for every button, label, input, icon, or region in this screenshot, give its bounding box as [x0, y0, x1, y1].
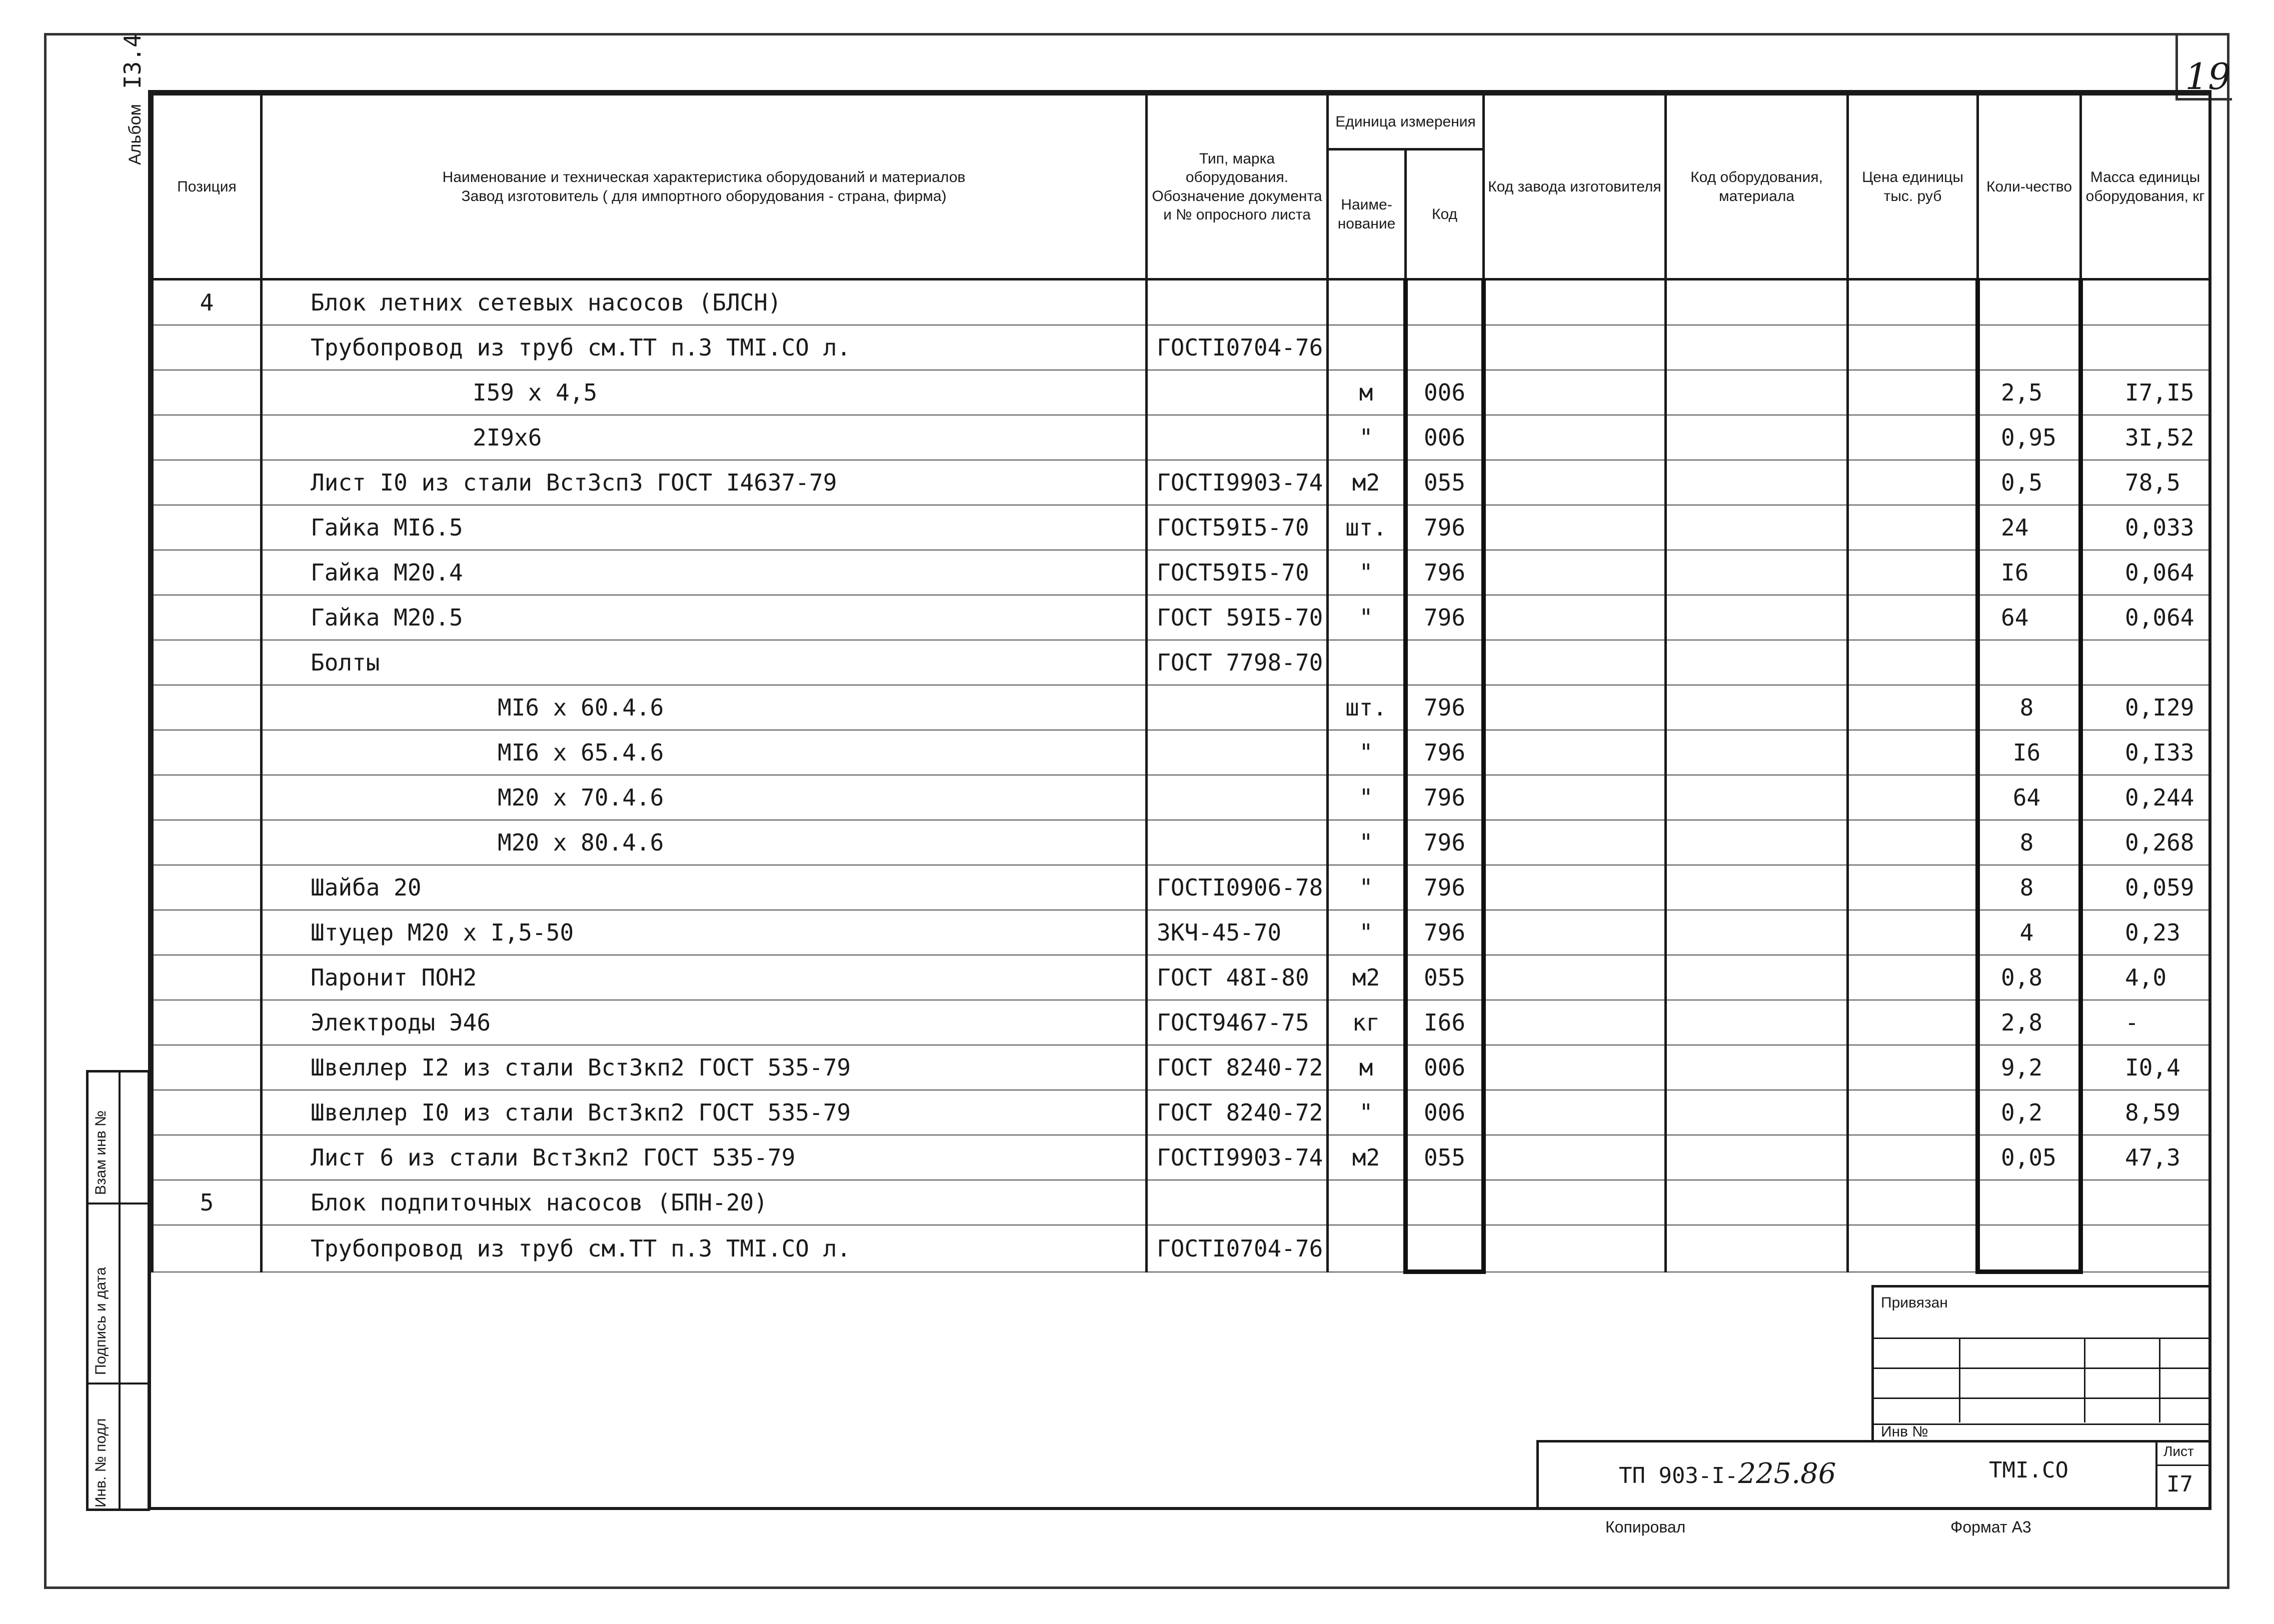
cell-pos: 5: [153, 1180, 262, 1225]
cell-doc: ЗКЧ-45-70: [1147, 910, 1328, 955]
cell-price: [1848, 370, 1978, 415]
table-row: [153, 1045, 2210, 1090]
cell-qty: 0,2: [1978, 1090, 2081, 1135]
cell-doc: [1147, 820, 1328, 865]
cell-price: [1848, 1090, 1978, 1135]
cell-code: 006: [1406, 370, 1484, 415]
cell-mass: 47,3: [2081, 1135, 2210, 1180]
cell-equipment-code: [1666, 1225, 1848, 1272]
table-row: [153, 1135, 2210, 1180]
cell-qty: [1978, 1180, 2081, 1225]
table-row: [153, 505, 2210, 550]
cell-doc: ГОСТ 59I5-70: [1147, 595, 1328, 640]
cell-mass: 0,064: [2081, 595, 2210, 640]
cell-code: 796: [1406, 550, 1484, 595]
cell-mass: [2081, 1180, 2210, 1225]
cell-pos: [153, 1045, 262, 1090]
cell-mass: 3I,52: [2081, 415, 2210, 460]
cell-doc: ГОСТ 48I-80: [1147, 955, 1328, 1000]
cell-unit: м: [1328, 370, 1406, 415]
side-stamp-signature-date: Подпись и дата: [93, 1267, 109, 1375]
cell-pos: [153, 640, 262, 685]
cell-doc: ГОСТI9903-74: [1147, 460, 1328, 505]
cell-equipment-code: [1666, 415, 1848, 460]
table-row: [153, 325, 2210, 370]
cell-unit: ": [1328, 415, 1406, 460]
cell-pos: [153, 865, 262, 910]
cell-price: [1848, 685, 1978, 730]
cell-doc: ГОСТI0704-76: [1147, 325, 1328, 370]
header-name-line1: Наименование и техническая характеристика оборудований и материалов: [442, 169, 966, 186]
sheet-label: Лист: [2163, 1444, 2194, 1459]
header-quantity: Коли-чество: [1978, 94, 2081, 280]
cell-mass: [2081, 1225, 2210, 1272]
cell-unit: ": [1328, 595, 1406, 640]
footer-copied: Копировал: [1605, 1518, 1686, 1536]
header-plant-code: Код завода изготовителя: [1484, 94, 1666, 280]
cell-plant-code: [1484, 370, 1666, 415]
cell-equipment-code: [1666, 1180, 1848, 1225]
cell-doc: [1147, 685, 1328, 730]
cell-unit: [1328, 325, 1406, 370]
cell-equipment-code: [1666, 595, 1848, 640]
cell-plant-code: [1484, 685, 1666, 730]
cell-equipment-code: [1666, 640, 1848, 685]
cell-doc: ГОСТ9467-75: [1147, 1000, 1328, 1045]
cell-qty: 0,05: [1978, 1135, 2081, 1180]
stamp-linked-label: Привязан: [1881, 1294, 1948, 1311]
table-header: [153, 94, 2210, 280]
cell-doc: [1147, 370, 1328, 415]
cell-unit: м2: [1328, 1135, 1406, 1180]
cell-unit: шт.: [1328, 505, 1406, 550]
cell-plant-code: [1484, 955, 1666, 1000]
cell-pos: [153, 685, 262, 730]
cell-qty: 0,95: [1978, 415, 2081, 460]
cell-unit: ": [1328, 775, 1406, 820]
cell-code: 796: [1406, 910, 1484, 955]
cell-unit: ": [1328, 1090, 1406, 1135]
cell-doc: [1147, 730, 1328, 775]
cell-doc: [1147, 775, 1328, 820]
cell-qty: 2,8: [1978, 1000, 2081, 1045]
cell-equipment-code: [1666, 955, 1848, 1000]
cell-name: Трубопровод из труб см.ТТ п.3 ТМI.СО л.: [262, 325, 1147, 370]
cell-mass: 8,59: [2081, 1090, 2210, 1135]
cell-mass: 4,0: [2081, 955, 2210, 1000]
table-row: [153, 370, 2210, 415]
cell-code: 796: [1406, 505, 1484, 550]
cell-mass: 0,244: [2081, 775, 2210, 820]
cell-equipment-code: [1666, 550, 1848, 595]
title-block: [1536, 1440, 2211, 1510]
album-label: [119, 34, 146, 165]
cell-unit: м: [1328, 1045, 1406, 1090]
cell-equipment-code: [1666, 775, 1848, 820]
cell-name: I59 х 4,5: [262, 370, 1147, 415]
cell-name: Швеллер I0 из стали ВстЗкп2 ГОСТ 535-79: [262, 1090, 1147, 1135]
cell-doc: [1147, 1180, 1328, 1225]
cell-qty: 2,5: [1978, 370, 2081, 415]
cell-price: [1848, 505, 1978, 550]
cell-name: М20 х 80.4.6: [262, 820, 1147, 865]
cell-pos: [153, 505, 262, 550]
cell-price: [1848, 910, 1978, 955]
cell-pos: [153, 325, 262, 370]
cell-pos: [153, 370, 262, 415]
cell-qty: I6: [1978, 550, 2081, 595]
cell-doc: ГОСТ 7798-70: [1147, 640, 1328, 685]
cell-qty: 8: [1978, 685, 2081, 730]
cell-unit: м2: [1328, 955, 1406, 1000]
cell-pos: [153, 1135, 262, 1180]
side-stamp-replace-inv: Взам инв №: [93, 1110, 109, 1195]
cell-equipment-code: [1666, 910, 1848, 955]
sheet-box: [2155, 1442, 2211, 1508]
cell-equipment-code: [1666, 685, 1848, 730]
cell-doc: ГОСТ59I5-70: [1147, 550, 1328, 595]
cell-pos: [153, 730, 262, 775]
cell-name: Лист 6 из стали ВстЗкп2 ГОСТ 535-79: [262, 1135, 1147, 1180]
cell-doc: ГОСТ 8240-72: [1147, 1090, 1328, 1135]
cell-price: [1848, 955, 1978, 1000]
cell-price: [1848, 775, 1978, 820]
cell-mass: [2081, 640, 2210, 685]
cell-equipment-code: [1666, 1045, 1848, 1090]
cell-equipment-code: [1666, 505, 1848, 550]
cell-name: МI6 х 65.4.6: [262, 730, 1147, 775]
cell-unit: [1328, 1180, 1406, 1225]
cell-doc: ГОСТI0906-78: [1147, 865, 1328, 910]
cell-qty: [1978, 280, 2081, 326]
cell-equipment-code: [1666, 1135, 1848, 1180]
cell-pos: [153, 550, 262, 595]
cell-equipment-code: [1666, 370, 1848, 415]
cell-price: [1848, 820, 1978, 865]
cell-mass: 0,23: [2081, 910, 2210, 955]
table-row: [153, 640, 2210, 685]
cell-plant-code: [1484, 1135, 1666, 1180]
cell-price: [1848, 550, 1978, 595]
header-name-line2: Завод изготовитель ( для импортного оборудования - страна, фирма): [461, 188, 947, 204]
doc-code-prefix: ТП 903-I-: [1619, 1463, 1738, 1488]
header-position: Позиция: [153, 94, 262, 280]
header-name: [262, 94, 1147, 280]
side-stamp: [86, 1070, 150, 1511]
table-row: [153, 1090, 2210, 1135]
cell-mass: 0,064: [2081, 550, 2210, 595]
approval-stamp: [1871, 1285, 2211, 1440]
cell-equipment-code: [1666, 820, 1848, 865]
cell-qty: 24: [1978, 505, 2081, 550]
cell-plant-code: [1484, 1180, 1666, 1225]
cell-price: [1848, 1045, 1978, 1090]
cell-price: [1848, 730, 1978, 775]
cell-qty: I6: [1978, 730, 2081, 775]
cell-equipment-code: [1666, 325, 1848, 370]
table-row: [153, 865, 2210, 910]
cell-unit: [1328, 640, 1406, 685]
cell-code: 006: [1406, 1045, 1484, 1090]
cell-price: [1848, 640, 1978, 685]
cell-doc: ГОСТ 8240-72: [1147, 1045, 1328, 1090]
header-unit-group: Единица измерения: [1328, 94, 1484, 150]
cell-pos: [153, 1225, 262, 1272]
table-row: [153, 730, 2210, 775]
album-number: I3.4: [119, 34, 146, 89]
cell-plant-code: [1484, 730, 1666, 775]
cell-code: 006: [1406, 415, 1484, 460]
page-number: 19: [2185, 56, 2231, 98]
footer-format: Формат А3: [1950, 1518, 2031, 1536]
cell-qty: [1978, 325, 2081, 370]
cell-qty: 0,8: [1978, 955, 2081, 1000]
cell-name: Трубопровод из труб см.ТТ п.3 ТМI.СО л.: [262, 1225, 1147, 1272]
header-equipment-code: Код оборудования, материала: [1666, 94, 1848, 280]
cell-mass: 0,033: [2081, 505, 2210, 550]
cell-unit: шт.: [1328, 685, 1406, 730]
album-label-text: Альбом: [126, 104, 145, 165]
cell-mass: 0,268: [2081, 820, 2210, 865]
cell-mass: [2081, 325, 2210, 370]
cell-plant-code: [1484, 460, 1666, 505]
cell-plant-code: [1484, 550, 1666, 595]
table-row: [153, 685, 2210, 730]
cell-name: Электроды Э46: [262, 1000, 1147, 1045]
cell-qty: 8: [1978, 820, 2081, 865]
cell-price: [1848, 1000, 1978, 1045]
header-unit-code: Код: [1406, 150, 1484, 280]
cell-plant-code: [1484, 640, 1666, 685]
cell-plant-code: [1484, 325, 1666, 370]
table-row: [153, 550, 2210, 595]
cell-mass: I0,4: [2081, 1045, 2210, 1090]
cell-price: [1848, 865, 1978, 910]
cell-unit: [1328, 280, 1406, 326]
cell-mass: 0,I33: [2081, 730, 2210, 775]
cell-unit: ": [1328, 820, 1406, 865]
cell-unit: ": [1328, 865, 1406, 910]
cell-code: I66: [1406, 1000, 1484, 1045]
cell-pos: [153, 415, 262, 460]
cell-name: Гайка М20.5: [262, 595, 1147, 640]
cell-mass: I7,I5: [2081, 370, 2210, 415]
cell-pos: [153, 775, 262, 820]
cell-doc: ГОСТI0704-76: [1147, 1225, 1328, 1272]
cell-code: 796: [1406, 775, 1484, 820]
cell-name: Лист I0 из стали ВстЗсп3 ГОСТ I4637-79: [262, 460, 1147, 505]
table-row: [153, 415, 2210, 460]
header-mass: Масса единицы оборудования, кг: [2081, 94, 2210, 280]
cell-price: [1848, 595, 1978, 640]
cell-code: 055: [1406, 955, 1484, 1000]
cell-unit: [1328, 1225, 1406, 1272]
cell-pos: [153, 910, 262, 955]
cell-name: Болты: [262, 640, 1147, 685]
cell-unit: м2: [1328, 460, 1406, 505]
cell-qty: 8: [1978, 865, 2081, 910]
cell-equipment-code: [1666, 1000, 1848, 1045]
stamp-inv-label: Инв №: [1881, 1424, 1928, 1440]
cell-name: Блок подпиточных насосов (БПН-20): [262, 1180, 1147, 1225]
cell-price: [1848, 325, 1978, 370]
cell-code: 055: [1406, 1135, 1484, 1180]
cell-unit: ": [1328, 910, 1406, 955]
cell-name: Блок летних сетевых насосов (БЛСН): [262, 280, 1147, 326]
cell-code: [1406, 1180, 1484, 1225]
cell-plant-code: [1484, 280, 1666, 326]
cell-equipment-code: [1666, 1090, 1848, 1135]
cell-code: 796: [1406, 865, 1484, 910]
cell-qty: 64: [1978, 775, 2081, 820]
cell-unit: ": [1328, 730, 1406, 775]
cell-code: [1406, 640, 1484, 685]
doc-code: [1619, 1458, 1836, 1490]
cell-code: 796: [1406, 685, 1484, 730]
cell-name: МI6 х 60.4.6: [262, 685, 1147, 730]
cell-doc: [1147, 415, 1328, 460]
table-body: [153, 280, 2210, 1272]
cell-plant-code: [1484, 1045, 1666, 1090]
spec-table: [151, 93, 2211, 1274]
table-row: [153, 280, 2210, 326]
table-row: [153, 955, 2210, 1000]
cell-pos: [153, 820, 262, 865]
cell-code: [1406, 1225, 1484, 1272]
cell-price: [1848, 1180, 1978, 1225]
cell-equipment-code: [1666, 280, 1848, 326]
cell-name: 2I9х6: [262, 415, 1147, 460]
cell-plant-code: [1484, 1000, 1666, 1045]
cell-code: [1406, 280, 1484, 326]
cell-code: 796: [1406, 820, 1484, 865]
table-row: [153, 595, 2210, 640]
cell-code: 796: [1406, 730, 1484, 775]
cell-price: [1848, 280, 1978, 326]
cell-unit: ": [1328, 550, 1406, 595]
doc-code-suffix: ТМI.СО: [1989, 1458, 2068, 1483]
cell-name: М20 х 70.4.6: [262, 775, 1147, 820]
cell-equipment-code: [1666, 865, 1848, 910]
table-row: [153, 775, 2210, 820]
cell-price: [1848, 415, 1978, 460]
cell-pos: [153, 955, 262, 1000]
cell-plant-code: [1484, 415, 1666, 460]
cell-pos: [153, 460, 262, 505]
cell-mass: 0,I29: [2081, 685, 2210, 730]
doc-code-handwritten: 225.86: [1738, 1458, 1836, 1490]
cell-name: Штуцер М20 х I,5-50: [262, 910, 1147, 955]
cell-plant-code: [1484, 820, 1666, 865]
cell-plant-code: [1484, 1090, 1666, 1135]
side-stamp-inv-original: Инв. № подл: [93, 1418, 109, 1508]
cell-pos: 4: [153, 280, 262, 326]
header-unit-name: Наиме-нование: [1328, 150, 1406, 280]
cell-doc: [1147, 280, 1328, 326]
cell-mass: 0,059: [2081, 865, 2210, 910]
cell-pos: [153, 1090, 262, 1135]
cell-qty: 64: [1978, 595, 2081, 640]
cell-name: Паронит ПОН2: [262, 955, 1147, 1000]
table-row: [153, 1000, 2210, 1045]
sheet-value: I7: [2166, 1472, 2193, 1497]
cell-mass: [2081, 280, 2210, 326]
cell-plant-code: [1484, 910, 1666, 955]
cell-plant-code: [1484, 595, 1666, 640]
cell-code: 006: [1406, 1090, 1484, 1135]
table-row: [153, 820, 2210, 865]
cell-qty: [1978, 640, 2081, 685]
table-row: [153, 1180, 2210, 1225]
cell-equipment-code: [1666, 730, 1848, 775]
header-price: Цена единицы тыс. руб: [1848, 94, 1978, 280]
cell-code: [1406, 325, 1484, 370]
cell-doc: ГОСТ59I5-70: [1147, 505, 1328, 550]
table-row: [153, 910, 2210, 955]
cell-name: Гайка МI6.5: [262, 505, 1147, 550]
table-row: [153, 1225, 2210, 1272]
table-row: [153, 460, 2210, 505]
cell-price: [1848, 1135, 1978, 1180]
cell-equipment-code: [1666, 460, 1848, 505]
cell-plant-code: [1484, 775, 1666, 820]
cell-unit: кг: [1328, 1000, 1406, 1045]
cell-mass: 78,5: [2081, 460, 2210, 505]
cell-qty: 9,2: [1978, 1045, 2081, 1090]
cell-code: 796: [1406, 595, 1484, 640]
cell-name: Шайба 20: [262, 865, 1147, 910]
cell-code: 055: [1406, 460, 1484, 505]
cell-plant-code: [1484, 505, 1666, 550]
cell-qty: 4: [1978, 910, 2081, 955]
cell-plant-code: [1484, 865, 1666, 910]
cell-name: Гайка М20.4: [262, 550, 1147, 595]
cell-doc: ГОСТI9903-74: [1147, 1135, 1328, 1180]
cell-pos: [153, 595, 262, 640]
cell-price: [1848, 460, 1978, 505]
cell-price: [1848, 1225, 1978, 1272]
cell-name: Швеллер I2 из стали ВстЗкп2 ГОСТ 535-79: [262, 1045, 1147, 1090]
header-doc: Тип, марка оборудования. Обозначение документа и № опросного листа: [1147, 94, 1328, 280]
cell-plant-code: [1484, 1225, 1666, 1272]
cell-qty: [1978, 1225, 2081, 1272]
cell-mass: -: [2081, 1000, 2210, 1045]
cell-qty: 0,5: [1978, 460, 2081, 505]
cell-pos: [153, 1000, 262, 1045]
